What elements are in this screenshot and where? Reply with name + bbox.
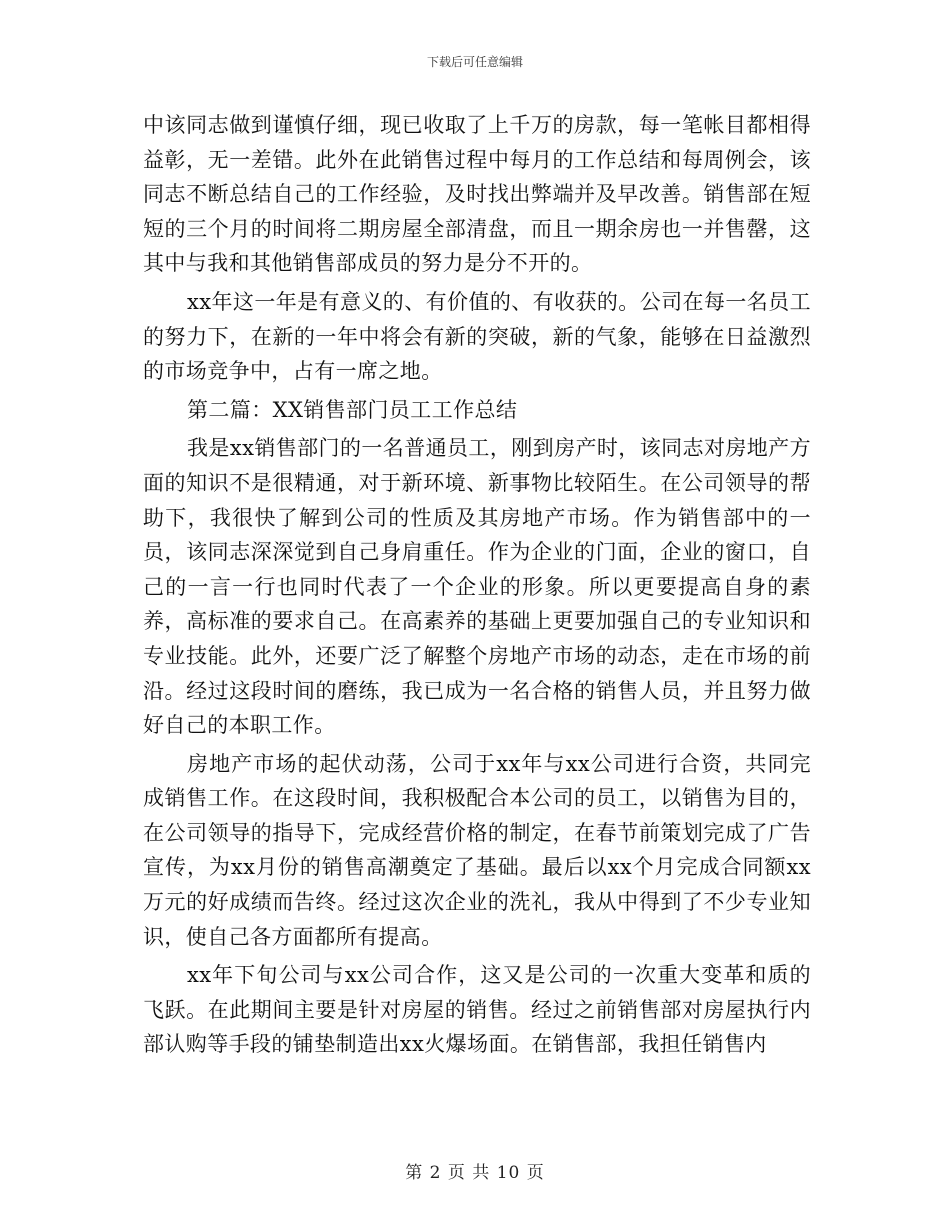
paragraph: xx年下旬公司与xx公司合作，这又是公司的一次重大变革和质的飞跃。在此期间主要是针对房屋的销售。经过之前销售部对房屋执行内部认购等手段的铺垫制造出xx火爆场面。在销售部，我担任销售内: [143, 963, 811, 1057]
page-footer: 第 2 页 共 10 页: [405, 1163, 545, 1183]
paragraph: xx年这一年是有意义的、有价值的、有收获的。公司在每一名员工的努力下，在新的一年中将会有新的突破，新的气象，能够在日益激烈的市场竞争中，占有一席之地。: [143, 289, 811, 384]
paragraph: 房地产市场的起伏动荡，公司于xx年与xx公司进行合资，共同完成销售工作。在这段时间，我积极配合本公司的员工，以销售为目的，在公司领导的指导下，完成经营价格的制定，在春节前策划完成了广告宣传，为xx月份的销售高潮奠定了基础。最后以xx个月完成合同额xx万元的好成绩而告终。经过这次企业的洗礼，我从中得到了不少专业知识，使自己各方面都所有提高。: [143, 751, 811, 949]
paragraph: 我是xx销售部门的一名普通员工，刚到房产时，该同志对房地产方面的知识不是很精通，对于新环境、新事物比较陌生。在公司领导的帮助下，我很快了解到公司的性质及其房地产市场。作为销售部中的一员，该同志深深觉到自己身肩重任。作为企业的门面，企业的窗口，自己的一言一行也同时代表了一个企业的形象。所以更要提高自身的素养，高标准的要求自己。在高素养的基础上更要加强自己的专业知识和专业技能。此外，还要广泛了解整个房地产市场的动态，走在市场的前沿。经过这段时间的磨练，我已成为一名合格的销售人员，并且努力做好自己的本职工作。: [143, 436, 811, 738]
page-header: 下载后可任意编辑: [426, 55, 523, 69]
section-heading: 第二篇：XX销售部门员工工作总结: [187, 397, 518, 422]
paragraph-continued: 中该同志做到谨慎仔细，现已收取了上千万的房款，每一笔帐目都相得益彰，无一差错。此外在此销售过程中每月的工作总结和每周例会，该同志不断总结自己的工作经验，及时找出弊端并及早改善。销售部在短短的三个月的时间将二期房屋全部清盘，而且一期余房也一并售罄，这其中与我和其他销售部成员的努力是分不开的。: [143, 113, 811, 276]
document-body: [143, 108, 811, 1066]
